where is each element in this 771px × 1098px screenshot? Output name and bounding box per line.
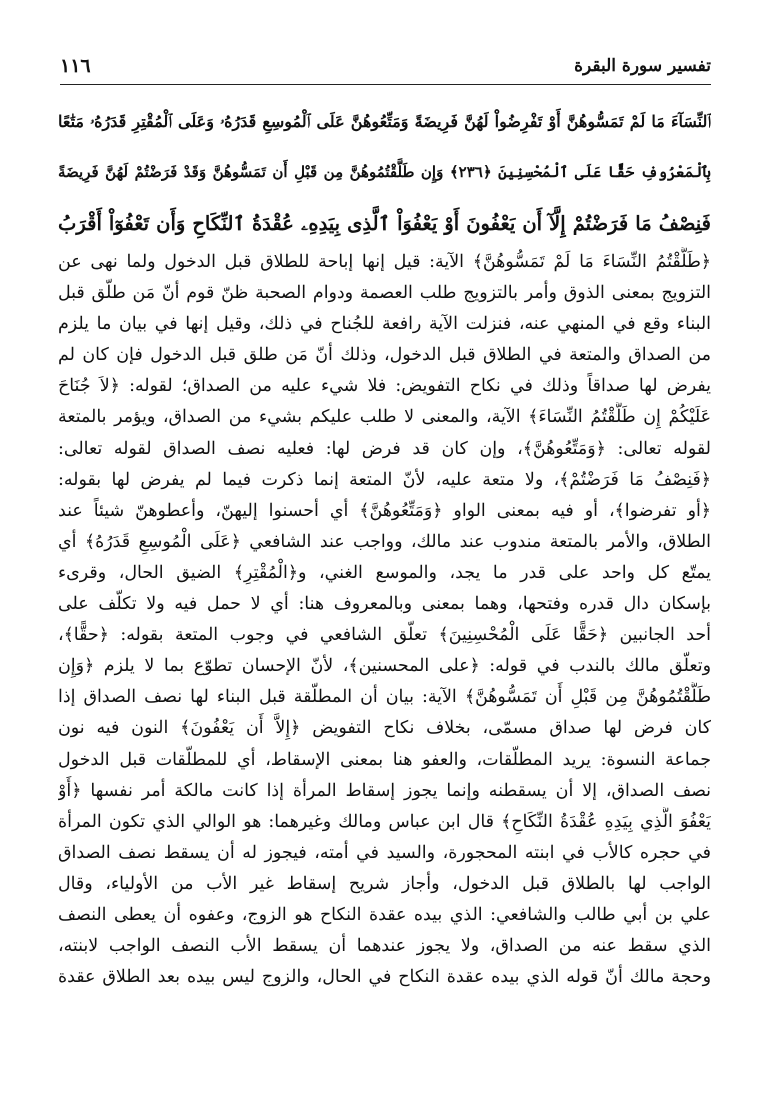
page-header	[60, 48, 711, 85]
verse-line: ٱلنِّسَآءَ مَا لَمْ تَمَسُّوهُنَّ أَوْ تَفْرِضُواْ لَهُنَّ فَرِيضَةً وَمَتِّعُوهُنَّ عَلَى ٱلْمُوسِعِ قَدَرُهُۥ وَعَلَى ٱلْمُقْتِرِ قَدَرُهُۥ مَتَٰعًا	[58, 112, 711, 131]
text-line: وحجة مالك أنّ قوله الذي بيده عقدة النكاح في الحال، والزوج ليس بيده بعد الطلاق عقدة	[58, 967, 711, 988]
text-line: التزويج بمعنى الذوق وأمر بالتزويج طلب العصمة ودوام الصحبة ظنّ قوم أنّ مَن طلّق قبل	[58, 283, 711, 304]
text-line: يمتّع كل واحد على قدر ما يجد، والموسع الغني، و﴿الْمُقْتِرِ﴾ الضيق الحال، وقرىء	[58, 562, 711, 583]
text-line: جماعة النسوة: يريد المطلّقات، والعفو هنا بمعنى الإسقاط، أي للمطلّقات قبل الدخول	[58, 749, 711, 770]
text-line: كان فرض لها صداق مسمّى، بخلاف نكاح التفويض ﴿إِلاَّ أَن يَعْفُونَ﴾ النون فيه نون	[58, 718, 711, 739]
text-line: الواجب لها بالطلاق قبل الدخول، وأجاز شريح إسقاط غير الأب من الأولياء، وقال	[58, 873, 711, 894]
page-number: ١١٦	[60, 55, 91, 77]
quran-verses	[58, 96, 711, 249]
text-line: نصف الصداق، إلا أن يسقطنه وإنما يجوز إسقاط المرأة إذا كانت مالكة أمر نفسها ﴿أَوْ	[58, 780, 711, 801]
text-line: طَلَّقْتُمُوهُنَّ مِن قَبْلِ أَن تَمَسُّوهُنَّ﴾ الآية: بيان أن المطلّقة قبل البناء لها نصف الصداق إذا	[58, 687, 711, 708]
running-title: تفسير سورة البقرة	[574, 56, 711, 76]
text-line: وتعلّق مالك بالندب في قوله: ﴿على المحسنين﴾، لأنّ الإحسان تطوّع بما لا يلزم ﴿وَإِن	[58, 656, 711, 677]
text-line: علي بن أبي طالب والشافعي: الذي بيده عقدة النكاح هو الزوج، وعفوه أن يعطى النصف	[58, 904, 711, 925]
text-line: الذي سقط عنه من الصداق، ولا يجوز عندهما أن يسقط الأب النصف الواجب لابنته،	[58, 936, 711, 957]
text-line: أحد الجانبين ﴿حَقًّا عَلَى الْمُحْسِنِينَ﴾ تعلّق الشافعي في وجوب المتعة بقوله: ﴿حقًّا﴾،	[58, 625, 711, 646]
text-line: من الصداق والمتعة في الطلاق قبل الدخول، وذلك أنّ مَن طلق قبل الدخول فإن كان لم	[58, 345, 711, 366]
verse-line: بِٱلْمَعْرُوفِ حَقًّا عَلَى ٱلْمُحْسِنِينَ ﴿٢٣٦﴾ وَإِن طَلَّقْتُمُوهُنَّ مِن قَبْلِ أَن تَمَسُّوهُنَّ وَقَدْ فَرَضْتُمْ لَهُنَّ فَرِيضَةً	[58, 163, 711, 181]
text-line: يَعْفُوَ الَّذِي بِيَدِهِ عُقْدَةُ النِّكَاحِ﴾ قال ابن عباس ومالك وغيرهما: هو الوالي الذي تكون المرأة	[58, 811, 711, 832]
text-line: ﴿طَلَّقْتُمُ النِّسَاءَ مَا لَمْ تَمَسُّوهُنَّ﴾ الآية: قيل إنها إباحة للطلاق قبل الدخول ولما نهى عن	[58, 252, 711, 272]
text-line: البناء وقع في المنهي عنه، فنزلت الآية رافعة للجُناح في ذلك، وقيل إنها في بيان ما يلزم	[58, 314, 711, 335]
text-line: ﴿فَنِصْفُ مَا فَرَضْتُمْ﴾، ولا متعة عليه، لأنّ المتعة إنما ذكرت فيما لم يفرض لها بقوله:	[58, 469, 711, 490]
verse-line: فَنِصْفُ مَا فَرَضْتُمْ إِلَّآ أَن يَعْفُونَ أَوْ يَعْفُوَاْ ٱلَّذِى بِيَدِهِۦ عُقْدَةُ ٱلنِّكَاحِ وَأَن تَعْفُوٓاْ أَقْرَبُ	[58, 212, 711, 235]
commentary-text	[58, 247, 711, 993]
text-line: عَلَيْكُمْ إِن طَلَّقْتُمُ النِّسَاءَ﴾ الآية، والمعنى لا طلب عليكم بشيء من الصداق، ويؤمر بالمتعة	[58, 407, 711, 428]
text-line: ﴿أو تفرضوا﴾، أو فيه بمعنى الواو ﴿وَمَتِّعُوهُنَّ﴾ أي أحسنوا إليهنّ، وأعطوهنّ شيئاً عند	[58, 500, 711, 521]
text-line: بإسكان دال قدره وفتحها، وهما بمعنى وبالمعروف هنا: أي لا حمل فيه ولا تكلّف على	[58, 594, 711, 615]
text-line: يفرض لها صداقاً وذلك في نكاح التفويض: فلا شيء عليه من الصداق؛ لقوله: ﴿لاَ جُنَاحَ	[58, 376, 711, 397]
text-line: لقوله تعالى: ﴿وَمَتِّعُوهُنَّ﴾، وإن كان قد فرض لها: فعليه نصف الصداق لقوله تعالى:	[58, 438, 711, 459]
text-line: في حجره كالأب في ابنته المحجورة، والسيد في أمته، فيجوز له أن يسقط نصف الصداق	[58, 842, 711, 863]
text-line: الطلاق، والأمر بالمتعة مندوب عند مالك، وواجب عند الشافعي ﴿عَلَى الْمُوسِعِ قَدَرُهُ﴾ أي	[58, 531, 711, 552]
